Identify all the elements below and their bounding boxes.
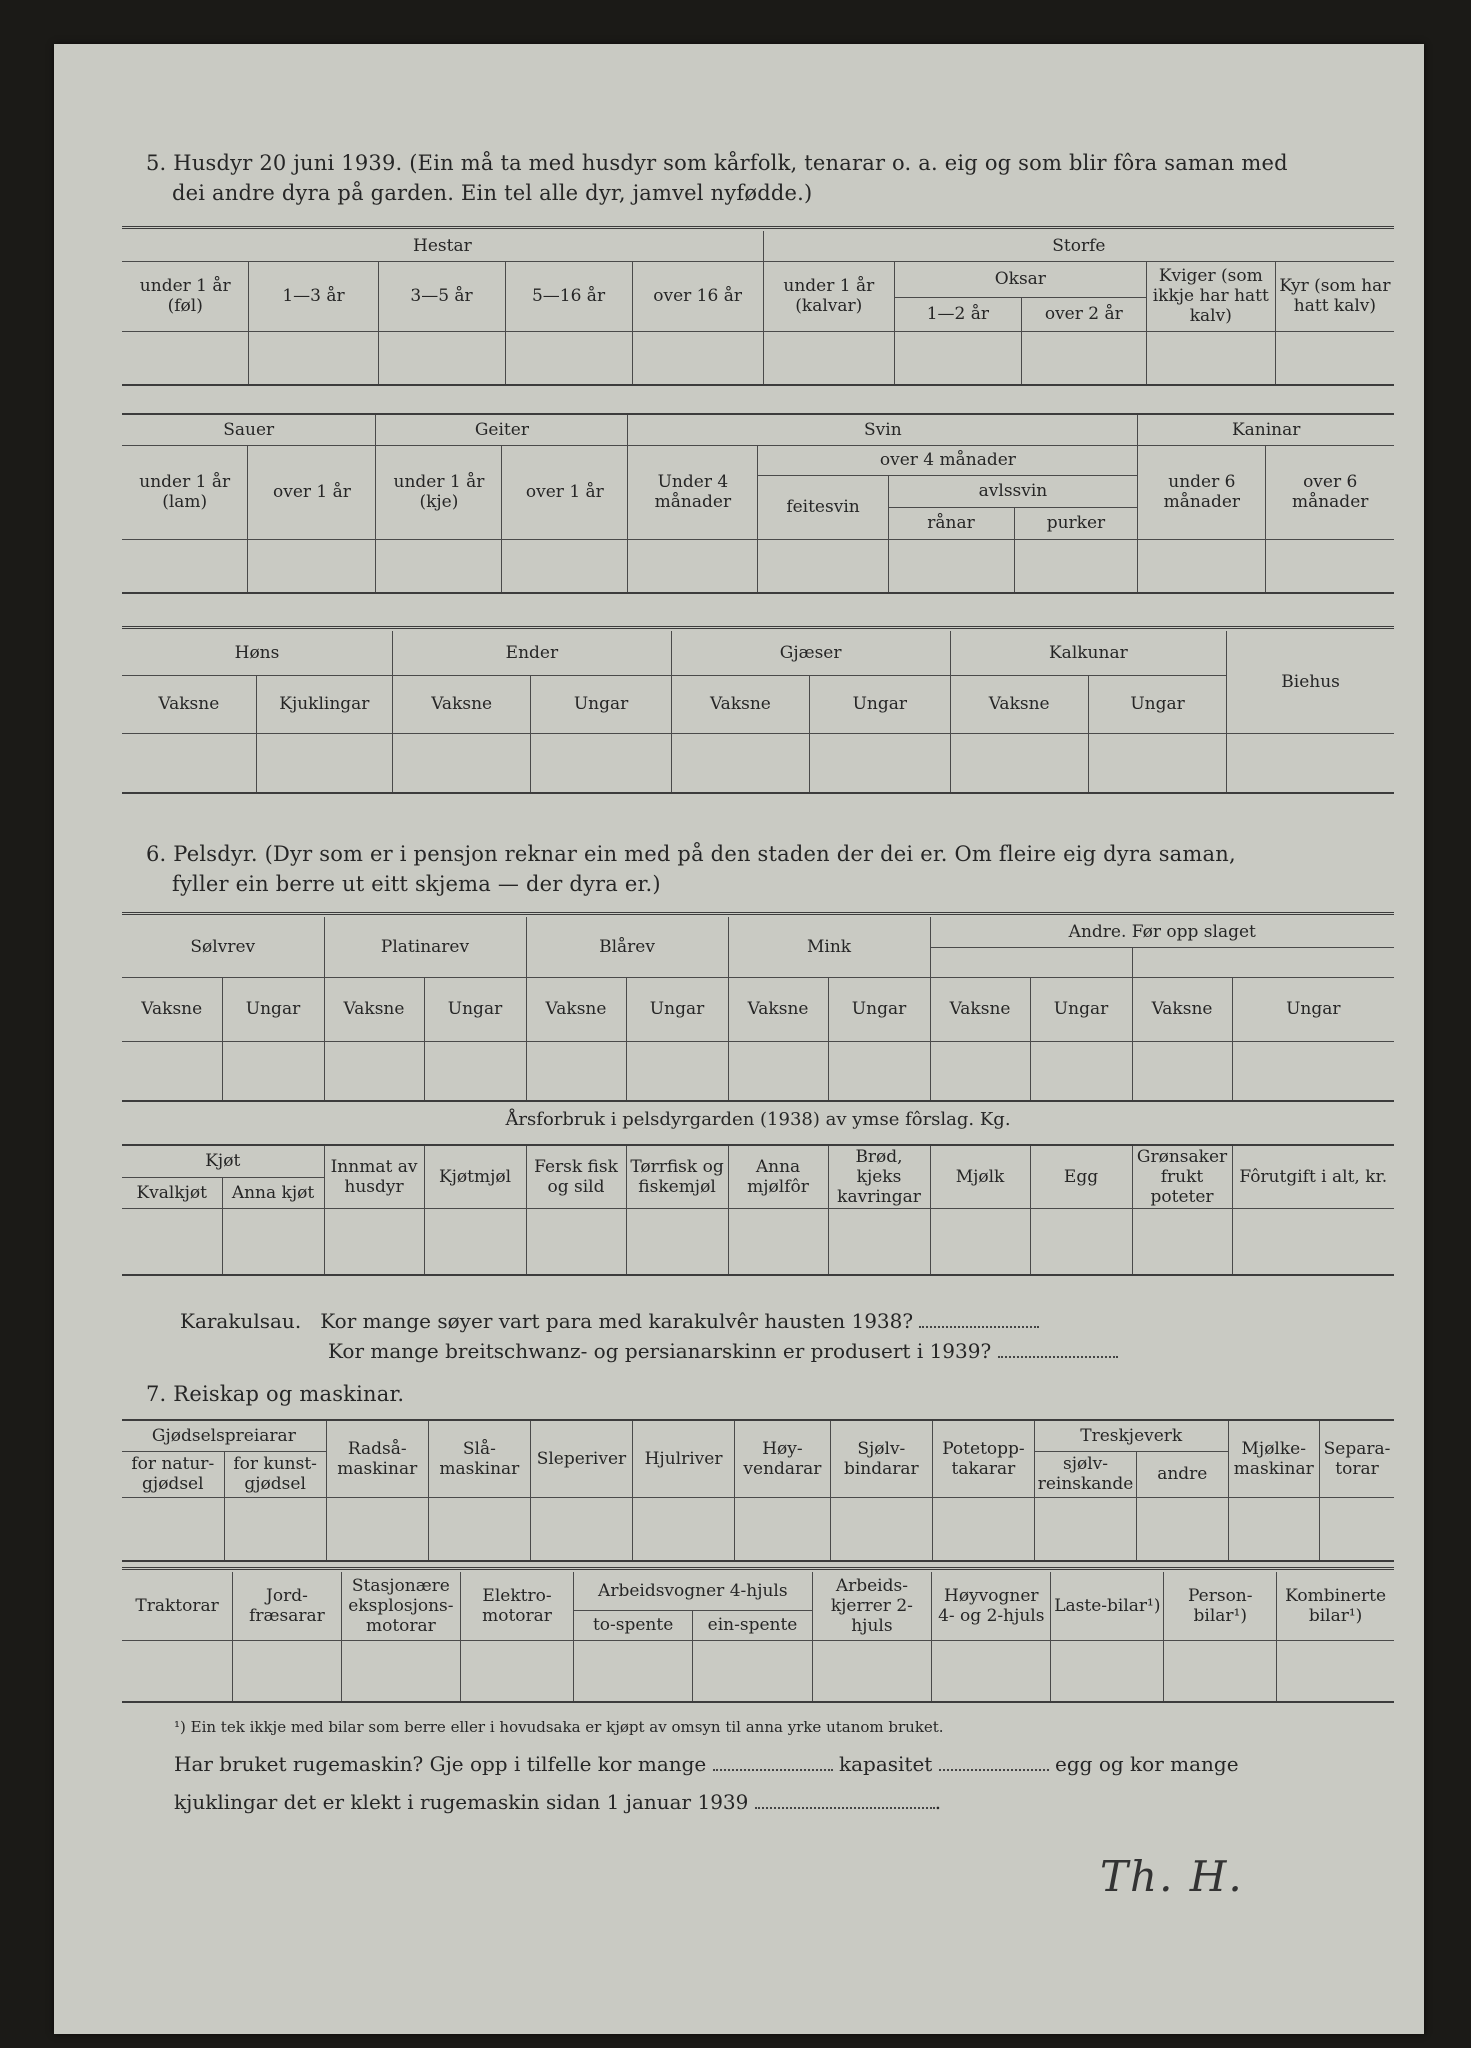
karakul-block (180, 1306, 1380, 1366)
reiskap-col-kombinerte: Kombinerte bilar¹) (1277, 1572, 1394, 1640)
entry-cell[interactable] (1227, 733, 1394, 793)
svin-avlssvin: avlssvin (888, 475, 1138, 507)
karakul-answer-2[interactable] (998, 1340, 1118, 1358)
gjodsel-natur: for natur-gjødsel (122, 1451, 224, 1497)
entry-cell[interactable] (428, 1497, 530, 1561)
entry-cell[interactable] (888, 539, 1014, 593)
footnote: ¹) Ein tek ikkje med bilar som berre eller i hovudsaka er kjøpt av omsyn til anna yrke utanom bruket. (174, 1718, 944, 1736)
kaninar-header: Kaninar (1138, 415, 1394, 445)
kalkunar-ungar: Ungar (1088, 675, 1226, 733)
entry-cell[interactable] (122, 1209, 222, 1275)
reiskap-col-lastebilar: Laste-bilar¹) (1051, 1572, 1164, 1640)
entry-cell[interactable] (341, 1640, 460, 1702)
kjot-header: Kjøt (122, 1146, 324, 1177)
signature: Th. H. (1100, 1852, 1244, 1901)
entry-cell[interactable] (530, 1497, 632, 1561)
entry-cell[interactable] (932, 1640, 1051, 1702)
geiter-col-1: under 1 år (kje) (376, 445, 502, 539)
vogn-tospente: to-spente (573, 1610, 692, 1640)
section6-title (146, 839, 1406, 899)
entry-cell[interactable] (1146, 331, 1275, 385)
entry-cell[interactable] (758, 539, 888, 593)
rule (122, 226, 1394, 230)
entry-cell[interactable] (735, 1497, 831, 1561)
section6-title-line2: fyller ein berre ut eitt skjema — der dyra er.) (172, 872, 661, 896)
reiskap-col-hoyvendarar: Høy-vendarar (735, 1421, 831, 1497)
reiskap-col-personbilar: Person-bilar¹) (1164, 1572, 1277, 1640)
karakul-label: Karakulsau. (180, 1309, 302, 1333)
entry-cell[interactable] (1051, 1640, 1164, 1702)
oksar-col-2: over 2 år (1021, 297, 1146, 331)
rugemaskin-text-3: egg og kor mange (1055, 1752, 1239, 1776)
entry-cell[interactable] (378, 331, 505, 385)
entry-cell[interactable] (626, 1041, 728, 1101)
entry-cell[interactable] (1034, 1497, 1136, 1561)
reiskap-col-separatorar: Separa-torar (1319, 1421, 1394, 1497)
entry-cell[interactable] (122, 539, 248, 593)
gjodsel-header: Gjødselspreiarar (122, 1421, 326, 1451)
entry-cell[interactable] (950, 733, 1088, 793)
svin-feitesvin: feitesvin (758, 475, 888, 539)
svin-over4: over 4 månader (758, 445, 1138, 475)
rugemaskin-block: Har bruket rugemaskin? Gje opp i tilfelle kor mange kapasitet egg og kor mange kjuklingar det er klekt i rugemaskin sidan 1 januar 1939 . (174, 1752, 1239, 1814)
section5-title (146, 148, 1406, 208)
form-page (54, 44, 1424, 2034)
storfe-kalvar: under 1 år (kalvar) (763, 261, 894, 331)
entry-cell[interactable] (424, 1209, 526, 1275)
forbruk-col-9: Grønsaker frukt poteter (1132, 1146, 1232, 1209)
andre2-vaksne: Vaksne (1132, 977, 1232, 1041)
entry-cell[interactable] (224, 1497, 326, 1561)
kaninar-col-2: over 6 månader (1266, 445, 1394, 539)
forbruk-col-4: Tørrfisk og fiskemjøl (626, 1146, 728, 1209)
entry-cell[interactable] (1319, 1497, 1394, 1561)
entry-cell[interactable] (393, 733, 531, 793)
entry-cell[interactable] (461, 1640, 574, 1702)
entry-cell[interactable] (930, 1209, 1030, 1275)
hestar-col-5: over 16 år (632, 261, 763, 331)
hestar-col-3: 3—5 år (378, 261, 505, 331)
reiskap-col-jordfresarar: Jord-fræsarar (233, 1572, 342, 1640)
forbruk-col-1: Innmat av husdyr (324, 1146, 424, 1209)
andre1-ungar: Ungar (1030, 977, 1132, 1041)
rugemaskin-text-2: kapasitet (838, 1752, 933, 1776)
entry-cell[interactable] (531, 733, 671, 793)
rule (122, 626, 1394, 630)
tresk-andre: andre (1137, 1451, 1228, 1497)
karakul-q1: Kor mange søyer vart para med karakulvêr hausten 1938? (320, 1309, 914, 1333)
forbruk-col-8: Egg (1030, 1146, 1132, 1209)
entry-cell[interactable] (930, 1041, 1030, 1101)
entry-cell[interactable] (502, 539, 628, 593)
entry-cell[interactable] (1030, 1041, 1132, 1101)
entry-cell[interactable] (256, 733, 392, 793)
andre2-ungar: Ungar (1232, 977, 1394, 1041)
section5-title-line1: 5. Husdyr 20 juni 1939. (Ein må ta med husdyr som kårfolk, tenarar o. a. eig og som blir fôra saman med (146, 151, 1288, 175)
reiskap-col-arbeidskjerrer: Arbeids-kjerrer 2-hjuls (812, 1572, 931, 1640)
kalkunar-header: Kalkunar (950, 631, 1227, 675)
entry-cell[interactable] (628, 539, 758, 593)
avlssvin-col-1: rånar (888, 507, 1014, 539)
reiskap-col-hjulriver: Hjulriver (632, 1421, 734, 1497)
forbruk-col-10: Fôrutgift i alt, kr. (1232, 1146, 1394, 1209)
entry-cell[interactable] (1088, 733, 1226, 793)
kjot-anna: Anna kjøt (222, 1177, 324, 1208)
entry-cell[interactable] (248, 539, 376, 593)
rugemaskin-antal[interactable] (713, 1753, 833, 1771)
mink-header: Mink (728, 917, 930, 977)
reiskap-table-2 (122, 1572, 1394, 1703)
rule (122, 912, 1394, 916)
entry-cell[interactable] (693, 1640, 812, 1702)
reiskap-col-potetopptakarar: Potetopp-takarar (932, 1421, 1034, 1497)
ender-header: Ender (393, 631, 672, 675)
section7-title: 7. Reiskap og maskinar. (146, 1382, 405, 1406)
entry-cell[interactable] (894, 331, 1021, 385)
forbruk-col-5: Anna mjølfôr (728, 1146, 828, 1209)
blarev-vaksne: Vaksne (526, 977, 626, 1041)
gjaeser-ungar: Ungar (810, 675, 950, 733)
reiskap-col-mjolkemaskinar: Mjølke-maskinar (1228, 1421, 1319, 1497)
forbruk-col-3: Fersk fisk og sild (526, 1146, 626, 1209)
arbeidsvogner-header: Arbeidsvogner 4-hjuls (573, 1572, 812, 1610)
ender-vaksne: Vaksne (393, 675, 531, 733)
sauer-col-2: over 1 år (248, 445, 376, 539)
sauer-col-1: under 1 år (lam) (122, 445, 248, 539)
entry-cell[interactable] (828, 1209, 930, 1275)
reiskap-col-sjolvbindarar: Sjølv-bindarar (830, 1421, 932, 1497)
storfe-header: Storfe (763, 231, 1394, 261)
husdyr-hestar-storfe-table (122, 231, 1394, 386)
platinarev-ungar: Ungar (424, 977, 526, 1041)
tresk-sjolvreinskande: sjølv-reinskande (1034, 1451, 1136, 1497)
forbruk-col-6: Brød, kjeks kavringar (828, 1146, 930, 1209)
reiskap-col-traktorar: Traktorar (122, 1572, 233, 1640)
sauer-header: Sauer (122, 415, 376, 445)
entry-cell[interactable] (632, 331, 763, 385)
entry-cell[interactable] (1228, 1497, 1319, 1561)
entry-cell[interactable] (122, 1640, 233, 1702)
reiskap-col-stasjonaere: Stasjonære eksplosjons-motorar (341, 1572, 460, 1640)
section6-title-line1: 6. Pelsdyr. (Dyr som er i pensjon reknar ein med på den staden der dei er. Om fleire eig dyra saman, (146, 842, 1236, 866)
rugemaskin-text-4: kjuklingar det er klekt i rugemaskin sidan 1 januar 1939 (174, 1790, 749, 1814)
vogn-einspente: ein-spente (693, 1610, 812, 1640)
andre1-vaksne: Vaksne (930, 977, 1030, 1041)
entry-cell[interactable] (1275, 331, 1394, 385)
rugemaskin-kjuklingar[interactable] (755, 1791, 935, 1809)
andre-header: Andre. Før opp slaget (930, 917, 1394, 947)
husdyr-sau-geit-svin-table (122, 415, 1394, 594)
forbruk-col-2: Kjøtmjøl (424, 1146, 526, 1209)
platinarev-header: Platinarev (324, 917, 526, 977)
entry-cell[interactable] (505, 331, 632, 385)
hestar-col-4: 5—16 år (505, 261, 632, 331)
entry-cell[interactable] (324, 1209, 424, 1275)
rule (122, 1567, 1394, 1571)
entry-cell[interactable] (626, 1209, 728, 1275)
entry-cell[interactable] (1021, 331, 1146, 385)
rugemaskin-kapasitet[interactable] (939, 1753, 1049, 1771)
entry-cell[interactable] (828, 1041, 930, 1101)
entry-cell[interactable] (233, 1640, 342, 1702)
biehus-header: Biehus (1227, 631, 1394, 733)
mink-ungar: Ungar (828, 977, 930, 1041)
forbruk-col-7: Mjølk (930, 1146, 1030, 1209)
hons-kjuklingar: Kjuklingar (256, 675, 392, 733)
karakul-answer-1[interactable] (919, 1310, 1039, 1328)
svin-header: Svin (628, 415, 1138, 445)
entry-cell[interactable] (1277, 1640, 1394, 1702)
husdyr-fugl-table (122, 631, 1394, 794)
geiter-col-2: over 1 år (502, 445, 628, 539)
entry-cell[interactable] (1132, 1209, 1232, 1275)
solvrev-ungar: Ungar (222, 977, 324, 1041)
geiter-header: Geiter (376, 415, 628, 445)
rugemaskin-text-1: Har bruket rugemaskin? Gje opp i tilfelle kor mange (174, 1752, 707, 1776)
entry-cell[interactable] (324, 1041, 424, 1101)
section5-title-line2: dei andre dyra på garden. Ein tel alle dyr, jamvel nyfødde.) (172, 181, 813, 205)
kalkunar-vaksne: Vaksne (950, 675, 1088, 733)
reiskap-col-sla: Slå-maskinar (428, 1421, 530, 1497)
entry-cell[interactable] (376, 539, 502, 593)
entry-cell[interactable] (122, 733, 256, 793)
andre-slag-1[interactable] (930, 947, 1132, 977)
gjodsel-kunst: for kunst-gjødsel (224, 1451, 326, 1497)
entry-cell[interactable] (632, 1497, 734, 1561)
entry-cell[interactable] (1232, 1041, 1394, 1101)
entry-cell[interactable] (763, 331, 894, 385)
entry-cell[interactable] (222, 1209, 324, 1275)
hestar-col-2: 1—3 år (249, 261, 378, 331)
forbruk-title: Årsforbruk i pelsdyrgarden (1938) av ymse fôrslag. Kg. (505, 1109, 1011, 1130)
entry-cell[interactable] (932, 1497, 1034, 1561)
pelsdyr-table (122, 917, 1394, 1102)
entry-cell[interactable] (526, 1209, 626, 1275)
entry-cell[interactable] (1266, 539, 1394, 593)
reiskap-table-1 (122, 1421, 1394, 1562)
entry-cell[interactable] (249, 331, 378, 385)
entry-cell[interactable] (1132, 1041, 1232, 1101)
reiskap-col-radsa: Radså-maskinar (326, 1421, 428, 1497)
entry-cell[interactable] (526, 1041, 626, 1101)
entry-cell[interactable] (1138, 539, 1266, 593)
avlssvin-col-2: purker (1014, 507, 1138, 539)
treskjeverk-header: Treskjeverk (1034, 1421, 1228, 1451)
entry-cell[interactable] (728, 1209, 828, 1275)
andre-slag-2[interactable] (1132, 947, 1394, 977)
entry-cell[interactable] (326, 1497, 428, 1561)
hons-vaksne: Vaksne (122, 675, 256, 733)
platinarev-vaksne: Vaksne (324, 977, 424, 1041)
blarev-header: Blårev (526, 917, 728, 977)
entry-cell[interactable] (830, 1497, 932, 1561)
storfe-kviger: Kviger (som ikkje har hatt kalv) (1146, 261, 1275, 331)
entry-cell[interactable] (122, 331, 249, 385)
storfe-kyr: Kyr (som har hatt kalv) (1275, 261, 1394, 331)
karakul-q2: Kor mange breitschwanz- og persianarskinn er produsert i 1939? (328, 1339, 992, 1363)
blarev-ungar: Ungar (626, 977, 728, 1041)
entry-cell[interactable] (1014, 539, 1138, 593)
gjaeser-header: Gjæser (671, 631, 950, 675)
mink-vaksne: Vaksne (728, 977, 828, 1041)
hestar-header: Hestar (122, 231, 763, 261)
entry-cell[interactable] (1137, 1497, 1228, 1561)
reiskap-col-sleperiver: Sleperiver (530, 1421, 632, 1497)
reiskap-col-elektromotorar: Elektro-motorar (461, 1572, 574, 1640)
kaninar-col-1: under 6 månader (1138, 445, 1266, 539)
forbruk-table (122, 1146, 1394, 1276)
entry-cell[interactable] (671, 733, 809, 793)
reiskap-col-hoyvogner: Høyvogner 4- og 2-hjuls (932, 1572, 1051, 1640)
ender-ungar: Ungar (531, 675, 671, 733)
hestar-col-1: under 1 år (føl) (122, 261, 249, 331)
hons-header: Høns (122, 631, 393, 675)
entry-cell[interactable] (1232, 1209, 1394, 1275)
gjaeser-vaksne: Vaksne (671, 675, 809, 733)
entry-cell[interactable] (424, 1041, 526, 1101)
storfe-oksar: Oksar (894, 261, 1146, 297)
entry-cell[interactable] (728, 1041, 828, 1101)
solvrev-vaksne: Vaksne (122, 977, 222, 1041)
svin-under4: Under 4 månader (628, 445, 758, 539)
entry-cell[interactable] (122, 1497, 224, 1561)
oksar-col-1: 1—2 år (894, 297, 1021, 331)
solvrev-header: Sølvrev (122, 917, 324, 977)
entry-cell[interactable] (812, 1640, 931, 1702)
entry-cell[interactable] (122, 1041, 222, 1101)
entry-cell[interactable] (1030, 1209, 1132, 1275)
entry-cell[interactable] (810, 733, 950, 793)
entry-cell[interactable] (573, 1640, 692, 1702)
entry-cell[interactable] (1164, 1640, 1277, 1702)
kjot-kvalkjot: Kvalkjøt (122, 1177, 222, 1208)
entry-cell[interactable] (222, 1041, 324, 1101)
